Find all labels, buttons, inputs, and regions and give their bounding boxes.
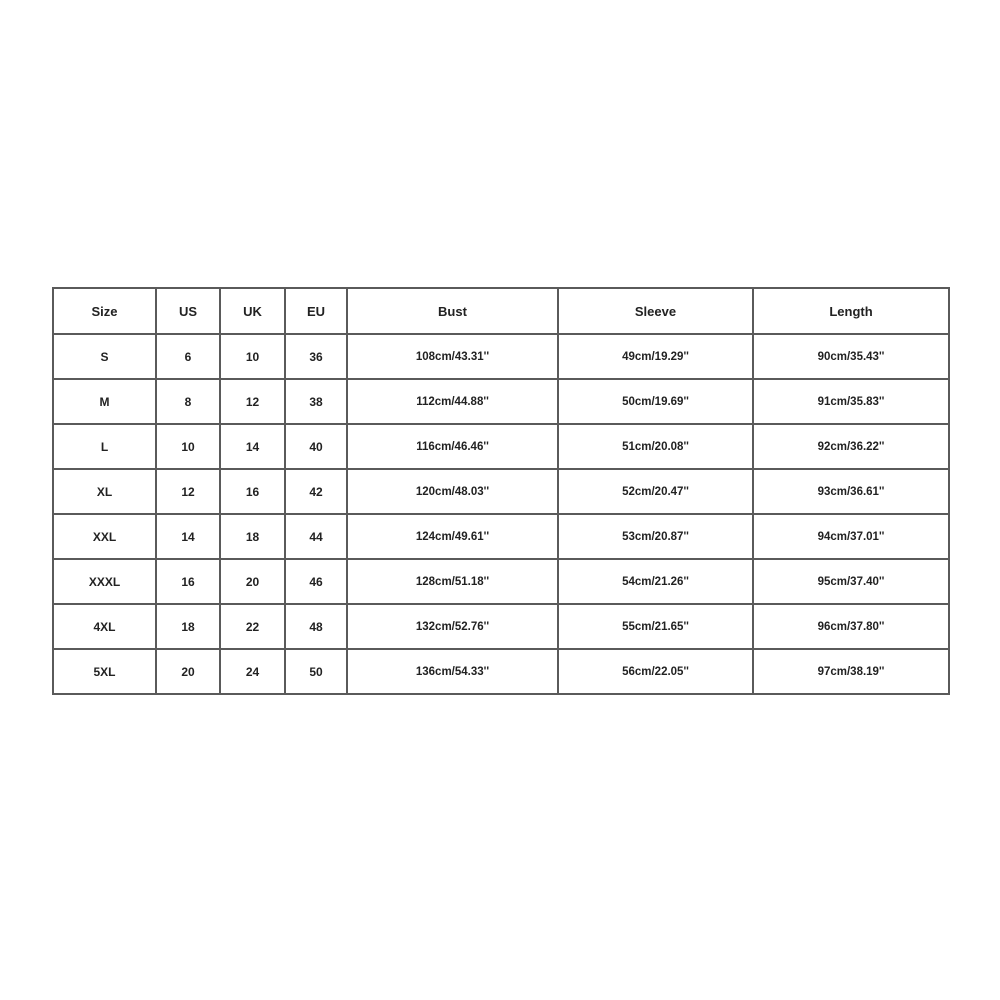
cell-length: 96cm/37.80'' <box>753 604 949 649</box>
cell-bust: 120cm/48.03'' <box>347 469 558 514</box>
cell-sleeve: 50cm/19.69'' <box>558 379 753 424</box>
cell-eu: 36 <box>285 334 347 379</box>
table-row <box>53 514 949 559</box>
cell-us: 12 <box>156 469 220 514</box>
cell-bust: 108cm/43.31'' <box>347 334 558 379</box>
cell-sleeve: 52cm/20.47'' <box>558 469 753 514</box>
cell-bust: 136cm/54.33'' <box>347 649 558 694</box>
cell-bust: 124cm/49.61'' <box>347 514 558 559</box>
header-eu: EU <box>285 288 347 334</box>
cell-sleeve: 56cm/22.05'' <box>558 649 753 694</box>
cell-uk: 14 <box>220 424 285 469</box>
table-row <box>53 424 949 469</box>
cell-us: 18 <box>156 604 220 649</box>
cell-size: XXXL <box>53 559 156 604</box>
cell-bust: 132cm/52.76'' <box>347 604 558 649</box>
cell-sleeve: 54cm/21.26'' <box>558 559 753 604</box>
table-row <box>53 379 949 424</box>
cell-size: M <box>53 379 156 424</box>
cell-uk: 10 <box>220 334 285 379</box>
header-length: Length <box>753 288 949 334</box>
cell-eu: 50 <box>285 649 347 694</box>
cell-length: 97cm/38.19'' <box>753 649 949 694</box>
cell-uk: 12 <box>220 379 285 424</box>
header-uk: UK <box>220 288 285 334</box>
cell-eu: 48 <box>285 604 347 649</box>
table-row <box>53 559 949 604</box>
cell-bust: 128cm/51.18'' <box>347 559 558 604</box>
cell-length: 95cm/37.40'' <box>753 559 949 604</box>
cell-sleeve: 55cm/21.65'' <box>558 604 753 649</box>
cell-size: S <box>53 334 156 379</box>
cell-length: 90cm/35.43'' <box>753 334 949 379</box>
cell-us: 8 <box>156 379 220 424</box>
cell-bust: 116cm/46.46'' <box>347 424 558 469</box>
cell-sleeve: 49cm/19.29'' <box>558 334 753 379</box>
cell-us: 6 <box>156 334 220 379</box>
cell-length: 94cm/37.01'' <box>753 514 949 559</box>
cell-sleeve: 53cm/20.87'' <box>558 514 753 559</box>
table-row <box>53 604 949 649</box>
cell-size: XL <box>53 469 156 514</box>
cell-us: 14 <box>156 514 220 559</box>
cell-sleeve: 51cm/20.08'' <box>558 424 753 469</box>
table-row <box>53 469 949 514</box>
cell-size: 4XL <box>53 604 156 649</box>
cell-us: 20 <box>156 649 220 694</box>
cell-size: XXL <box>53 514 156 559</box>
cell-length: 91cm/35.83'' <box>753 379 949 424</box>
cell-size: L <box>53 424 156 469</box>
cell-size: 5XL <box>53 649 156 694</box>
table-row <box>53 649 949 694</box>
table-row <box>53 334 949 379</box>
cell-uk: 20 <box>220 559 285 604</box>
cell-bust: 112cm/44.88'' <box>347 379 558 424</box>
header-bust: Bust <box>347 288 558 334</box>
cell-uk: 16 <box>220 469 285 514</box>
header-row <box>53 288 949 334</box>
cell-eu: 46 <box>285 559 347 604</box>
header-size: Size <box>53 288 156 334</box>
cell-length: 93cm/36.61'' <box>753 469 949 514</box>
cell-length: 92cm/36.22'' <box>753 424 949 469</box>
cell-eu: 40 <box>285 424 347 469</box>
cell-us: 10 <box>156 424 220 469</box>
cell-uk: 22 <box>220 604 285 649</box>
size-chart-table <box>52 287 950 695</box>
cell-us: 16 <box>156 559 220 604</box>
cell-eu: 44 <box>285 514 347 559</box>
header-sleeve: Sleeve <box>558 288 753 334</box>
cell-eu: 38 <box>285 379 347 424</box>
cell-uk: 24 <box>220 649 285 694</box>
header-us: US <box>156 288 220 334</box>
cell-eu: 42 <box>285 469 347 514</box>
cell-uk: 18 <box>220 514 285 559</box>
